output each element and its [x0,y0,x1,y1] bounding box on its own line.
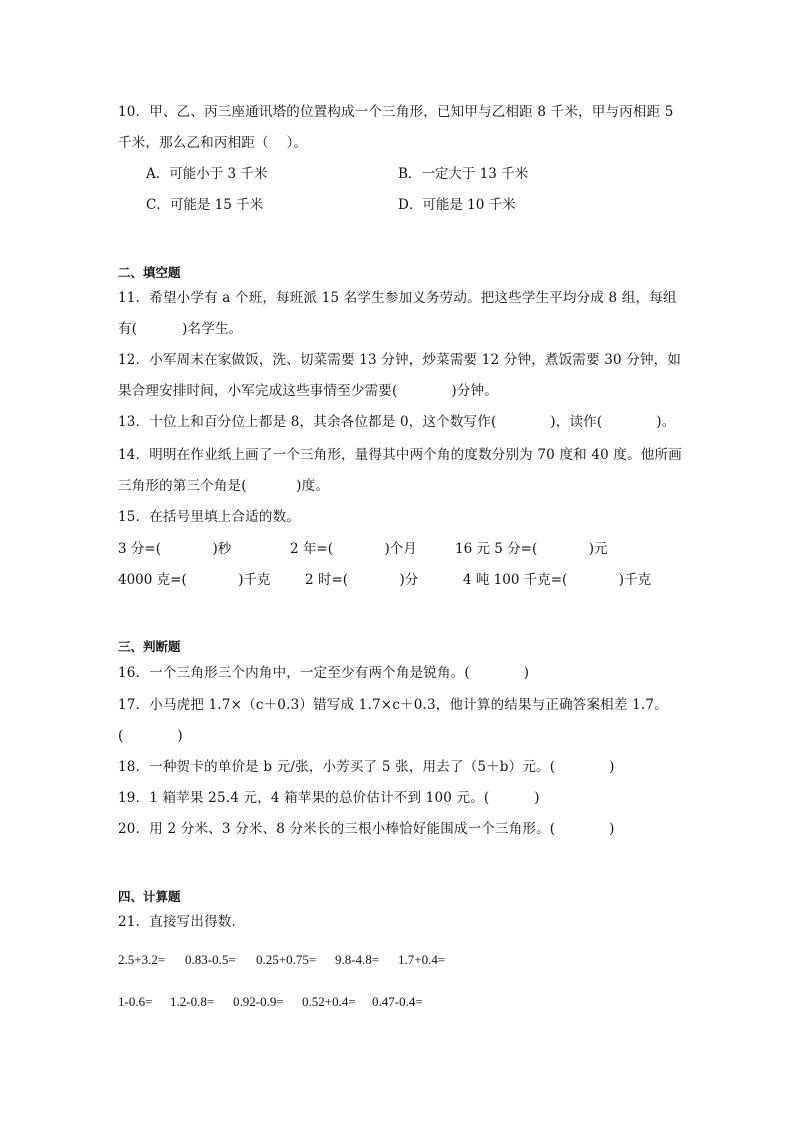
q17-line1: 17．小马虎把 1.7×（c＋0.3）错写成 1.7×c＋0.3，他计算的结果与正确答案相差 1.7。 [118,697,668,713]
calc-item: 1-0.6= [118,994,153,1009]
q15-line: 15．在括号里填上合适的数。 [118,509,300,525]
q11-line1: 11．希望小学有 a 个班，每班派 15 名学生参加义务劳动。把这些学生平均分成 8 组，每组 [118,290,677,306]
q11-line2: 有( )名学生。 [118,321,243,337]
calc-item: 0.47-0.4= [372,994,423,1009]
calc-item: 0.52+0.4= [302,994,356,1009]
calc-item: 9.8-4.8= [335,952,380,967]
q12-line1: 12．小军周末在家做饭，洗、切菜需要 13 分钟，炒菜需要 12 分钟，煮饭需要 30 分钟，如 [118,352,682,368]
q15-item-6: 4 吨 100 千克=( )千克 [463,572,652,588]
q10-option-d: D．可能是 10 千米 [398,197,516,213]
section-heading-true-false: 三、判断题 [118,639,181,654]
section-heading-fill-in: 二、填空题 [118,265,181,280]
q15-item-1: 3 分=( )秒 [118,541,232,557]
calc-item: 0.25+0.75= [256,952,317,967]
calc-item: 0.92-0.9= [233,994,284,1009]
q10-line2: 千米，那么乙和丙相距（ ）。 [118,135,308,151]
q14-line1: 14．明明在作业纸上画了一个三角形，量得其中两个角的度数分别为 70 度和 40 度。他所画 [118,447,682,463]
q10-option-b: B．一定大于 13 千米 [398,166,529,182]
q16-line: 16．一个三角形三个内角中，一定至少有两个角是锐角。( ) [118,665,530,681]
q19-line: 19．1 箱苹果 25.4 元，4 箱苹果的总价估计不到 100 元。( ) [118,790,540,806]
q12-line2: 果合理安排时间，小军完成这些事情至少需要( )分钟。 [118,383,498,399]
q10-line1: 10．甲、乙、丙三座通讯塔的位置构成一个三角形，已知甲与乙相距 8 千米，甲与丙相距 5 [118,104,674,120]
q21-line: 21．直接写出得数． [118,914,246,930]
q10-option-c: C．可能是 15 千米 [146,197,264,213]
q15-item-4: 4000 克=( )千克 [118,572,271,588]
q14-line2: 三角形的第三个角是( )度。 [118,478,330,494]
q15-item-2: 2 年=( )个月 [290,541,417,557]
q20-line: 20．用 2 分米、3 分米、8 分米长的三根小棒恰好能围成一个三角形。( ) [118,821,615,837]
calc-item: 1.2-0.8= [170,994,215,1009]
section-heading-calculation: 四、计算题 [118,889,181,904]
q15-item-5: 2 时=( )分 [305,572,419,588]
q15-item-3: 16 元 5 分=( )元 [455,541,608,557]
calc-item: 1.7+0.4= [398,952,446,967]
q10-option-a: A．可能小于 3 千米 [146,166,268,182]
q17-line2: ( ) [118,728,183,744]
q13-line: 13．十位上和百分位上都是 8，其余各位都是 0，这个数写作( )，读作( )。 [118,414,676,430]
calc-item: 2.5+3.2= [118,952,166,967]
calc-item: 0.83-0.5= [185,952,236,967]
q18-line: 18．一种贺卡的单价是 b 元/张，小芳买了 5 张，用去了（5＋b）元。( ) [118,759,615,775]
